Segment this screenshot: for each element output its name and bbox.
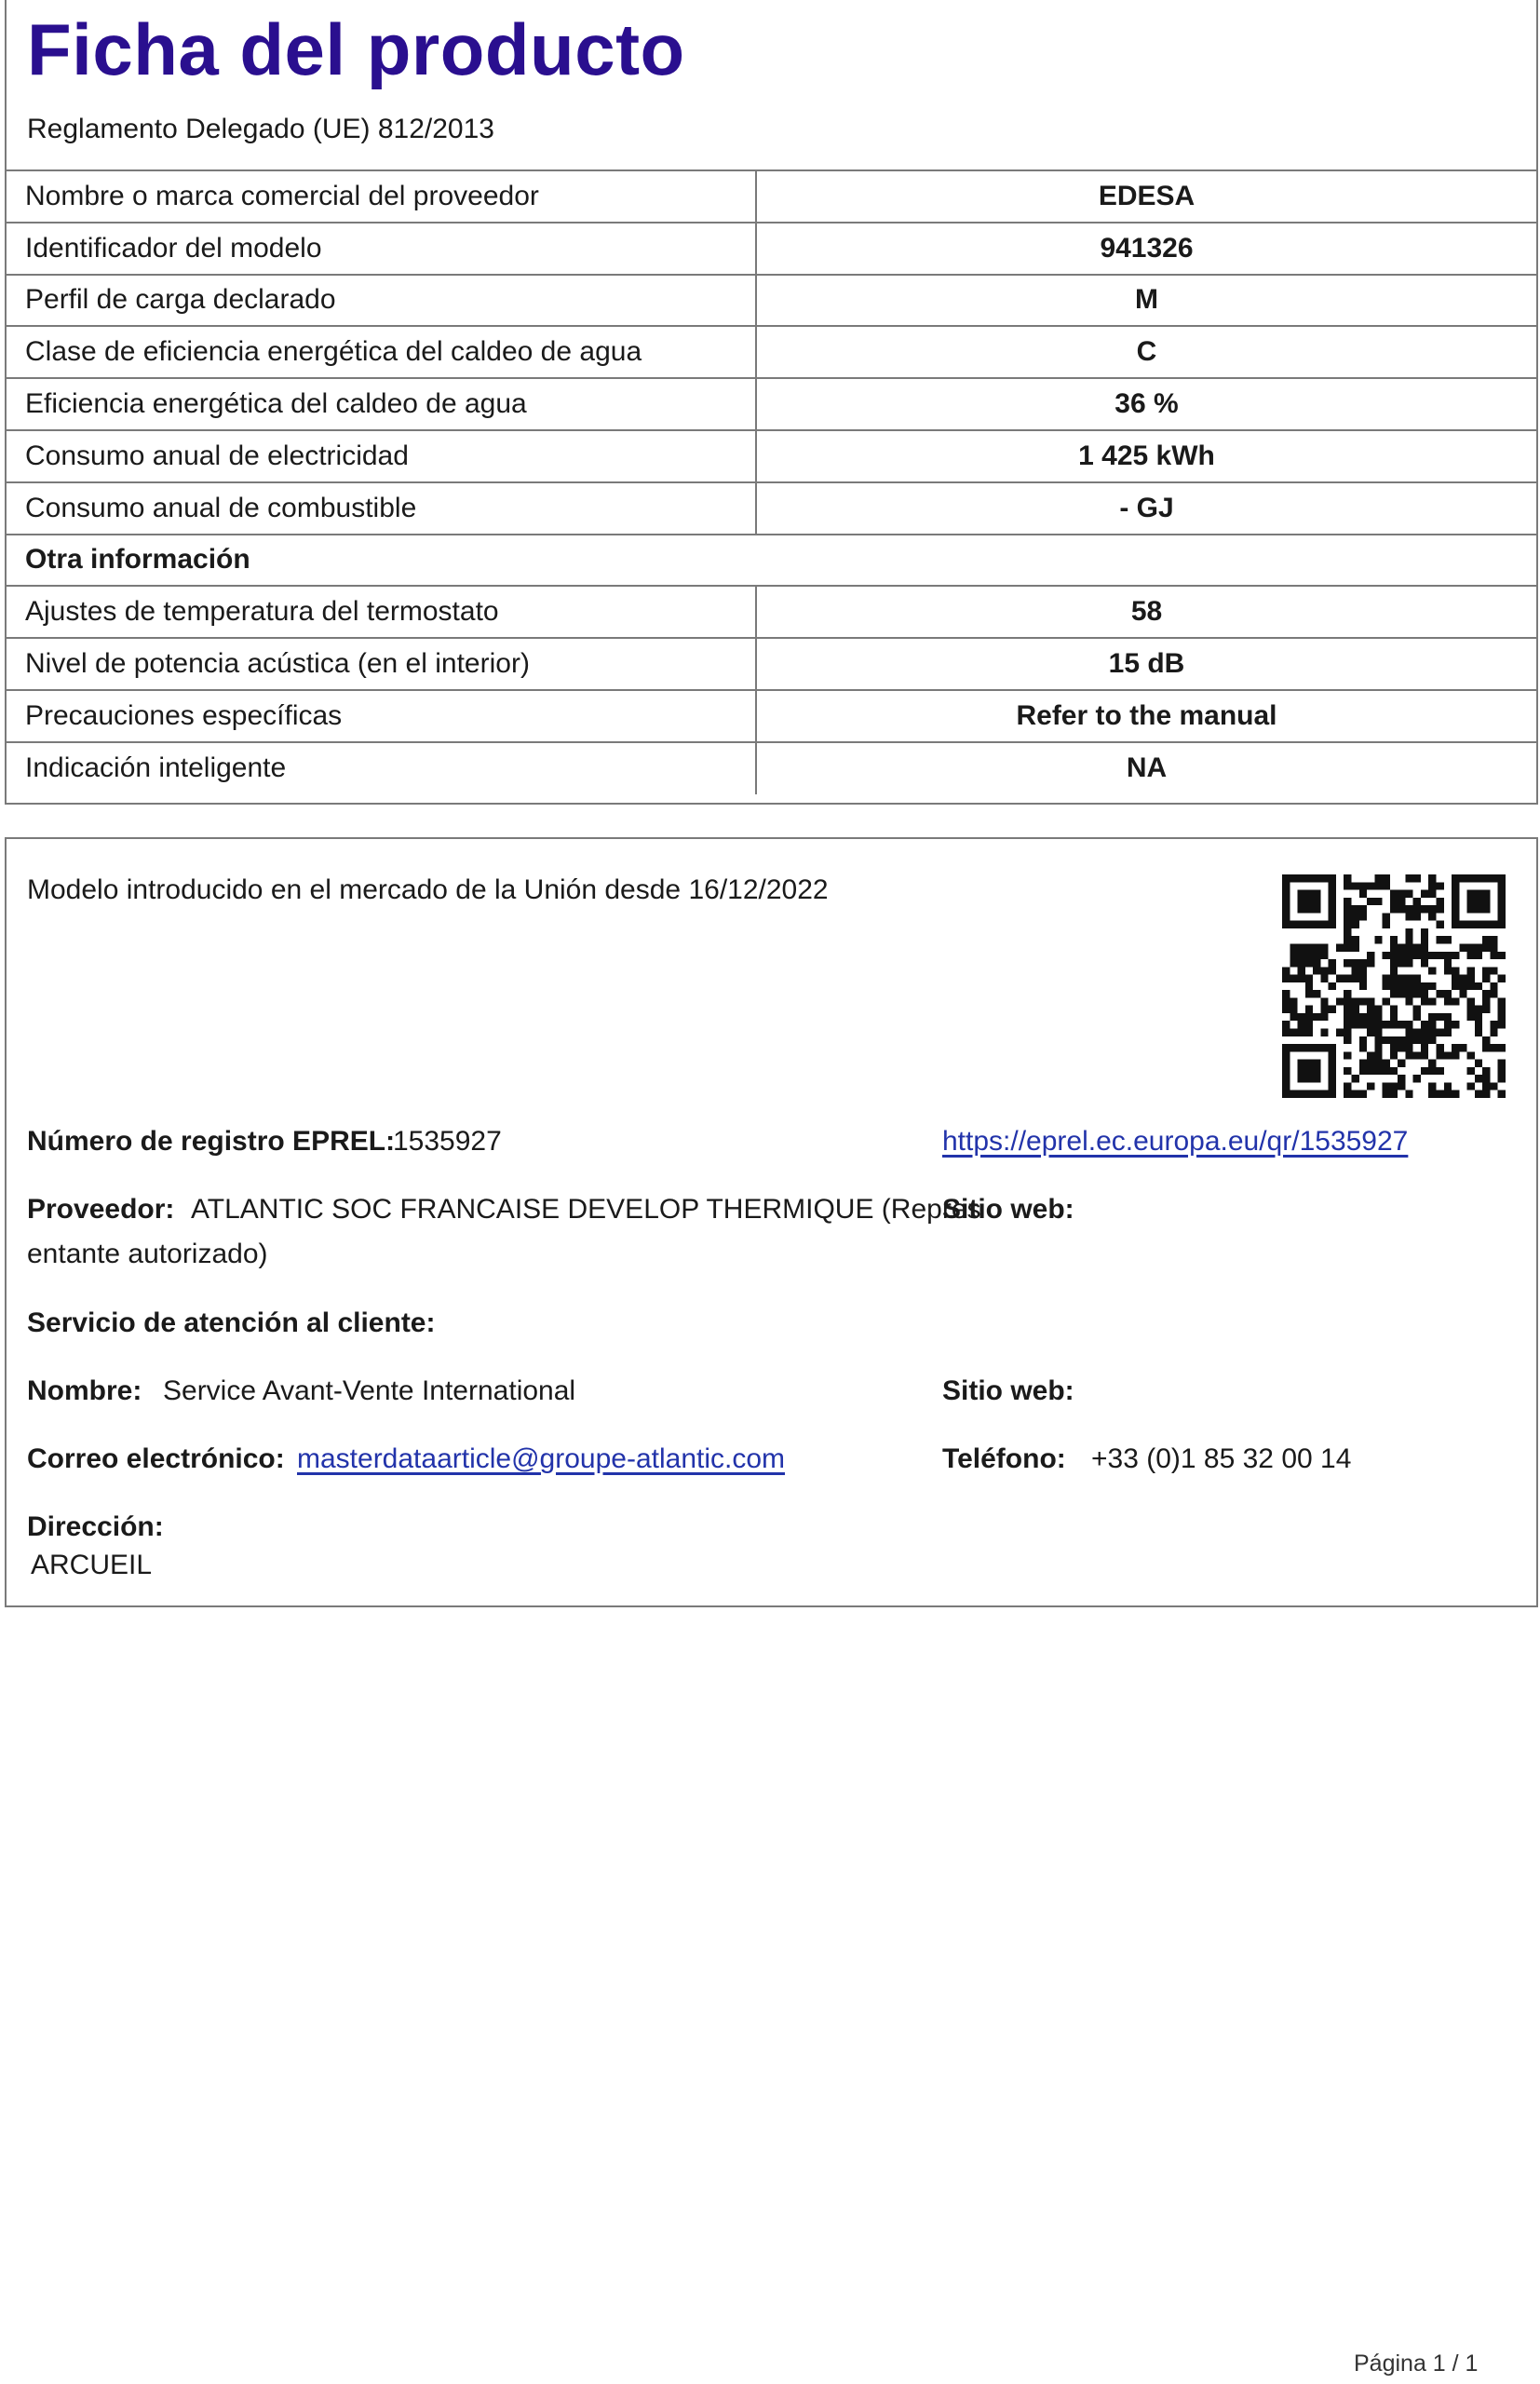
eprel-link[interactable]: https://eprel.ec.europa.eu/qr/1535927 [942,1126,1409,1157]
row-label: Precauciones específicas [7,690,756,742]
row-label: Consumo anual de electricidad [7,430,756,482]
email-label: Correo electrónico: [27,1443,285,1474]
row-value: M [756,275,1536,327]
supplier-name: ATLANTIC SOC FRANCAISE DEVELOP THERMIQUE (Repres [191,1194,981,1225]
row-value: 36 % [756,378,1536,430]
supplier-label: Proveedor: [27,1194,175,1225]
row-value: Refer to the manual [756,690,1536,742]
page-number: Página 1 / 1 [1354,2350,1479,2377]
row-label: Ajustes de temperatura del termostato [7,586,756,638]
phone-value: +33 (0)1 85 32 00 14 [1091,1443,1352,1474]
customer-service-heading: Servicio de atención al cliente: [27,1307,436,1338]
eprel-label: Número de registro EPREL: [27,1126,396,1157]
page-title: Ficha del producto [27,8,685,90]
row-label: Indicación inteligente [7,742,756,794]
supplier-website-label: Sitio web: [942,1194,1074,1225]
product-sheet [5,0,1538,805]
supplier-name-continued: entante autorizado) [27,1239,268,1269]
table-row [7,326,1536,378]
row-label: Nombre o marca comercial del proveedor [7,170,756,223]
row-label: Perfil de carga declarado [7,275,756,327]
customer-website-label: Sitio web: [942,1375,1074,1406]
qr-code-icon[interactable] [1282,874,1506,1098]
table-row [7,378,1536,430]
row-value: EDESA [756,170,1536,223]
section-heading: Otra información [7,535,1536,587]
table-row [7,586,1536,638]
section-row [7,535,1536,587]
table-row [7,223,1536,275]
table-row [7,690,1536,742]
row-value: - GJ [756,482,1536,535]
spec-table [7,169,1536,794]
address-value: ARCUEIL [31,1550,153,1580]
row-label: Nivel de potencia acústica (en el interior) [7,638,756,690]
table-row [7,430,1536,482]
eprel-number: 1535927 [393,1126,502,1157]
market-intro-text: Modelo introducido en el mercado de la Unión desde 16/12/2022 [27,874,829,905]
regulation-reference: Reglamento Delegado (UE) 812/2013 [27,114,494,144]
contact-name-label: Nombre: [27,1375,142,1406]
row-value: 1 425 kWh [756,430,1536,482]
contact-name-value: Service Avant-Vente International [163,1375,576,1406]
supplier-info-box [5,837,1538,1607]
table-row [7,742,1536,794]
row-value: 58 [756,586,1536,638]
row-value: NA [756,742,1536,794]
row-label: Eficiencia energética del caldeo de agua [7,378,756,430]
row-label: Clase de eficiencia energética del caldeo de agua [7,326,756,378]
email-link[interactable]: masterdataarticle@groupe-atlantic.com [297,1443,786,1474]
table-row [7,482,1536,535]
table-row [7,638,1536,690]
row-value: 15 dB [756,638,1536,690]
table-row [7,170,1536,223]
row-value: 941326 [756,223,1536,275]
row-value: C [756,326,1536,378]
phone-label: Teléfono: [942,1443,1066,1474]
table-row [7,275,1536,327]
row-label: Identificador del modelo [7,223,756,275]
address-label: Dirección: [27,1511,164,1542]
row-label: Consumo anual de combustible [7,482,756,535]
